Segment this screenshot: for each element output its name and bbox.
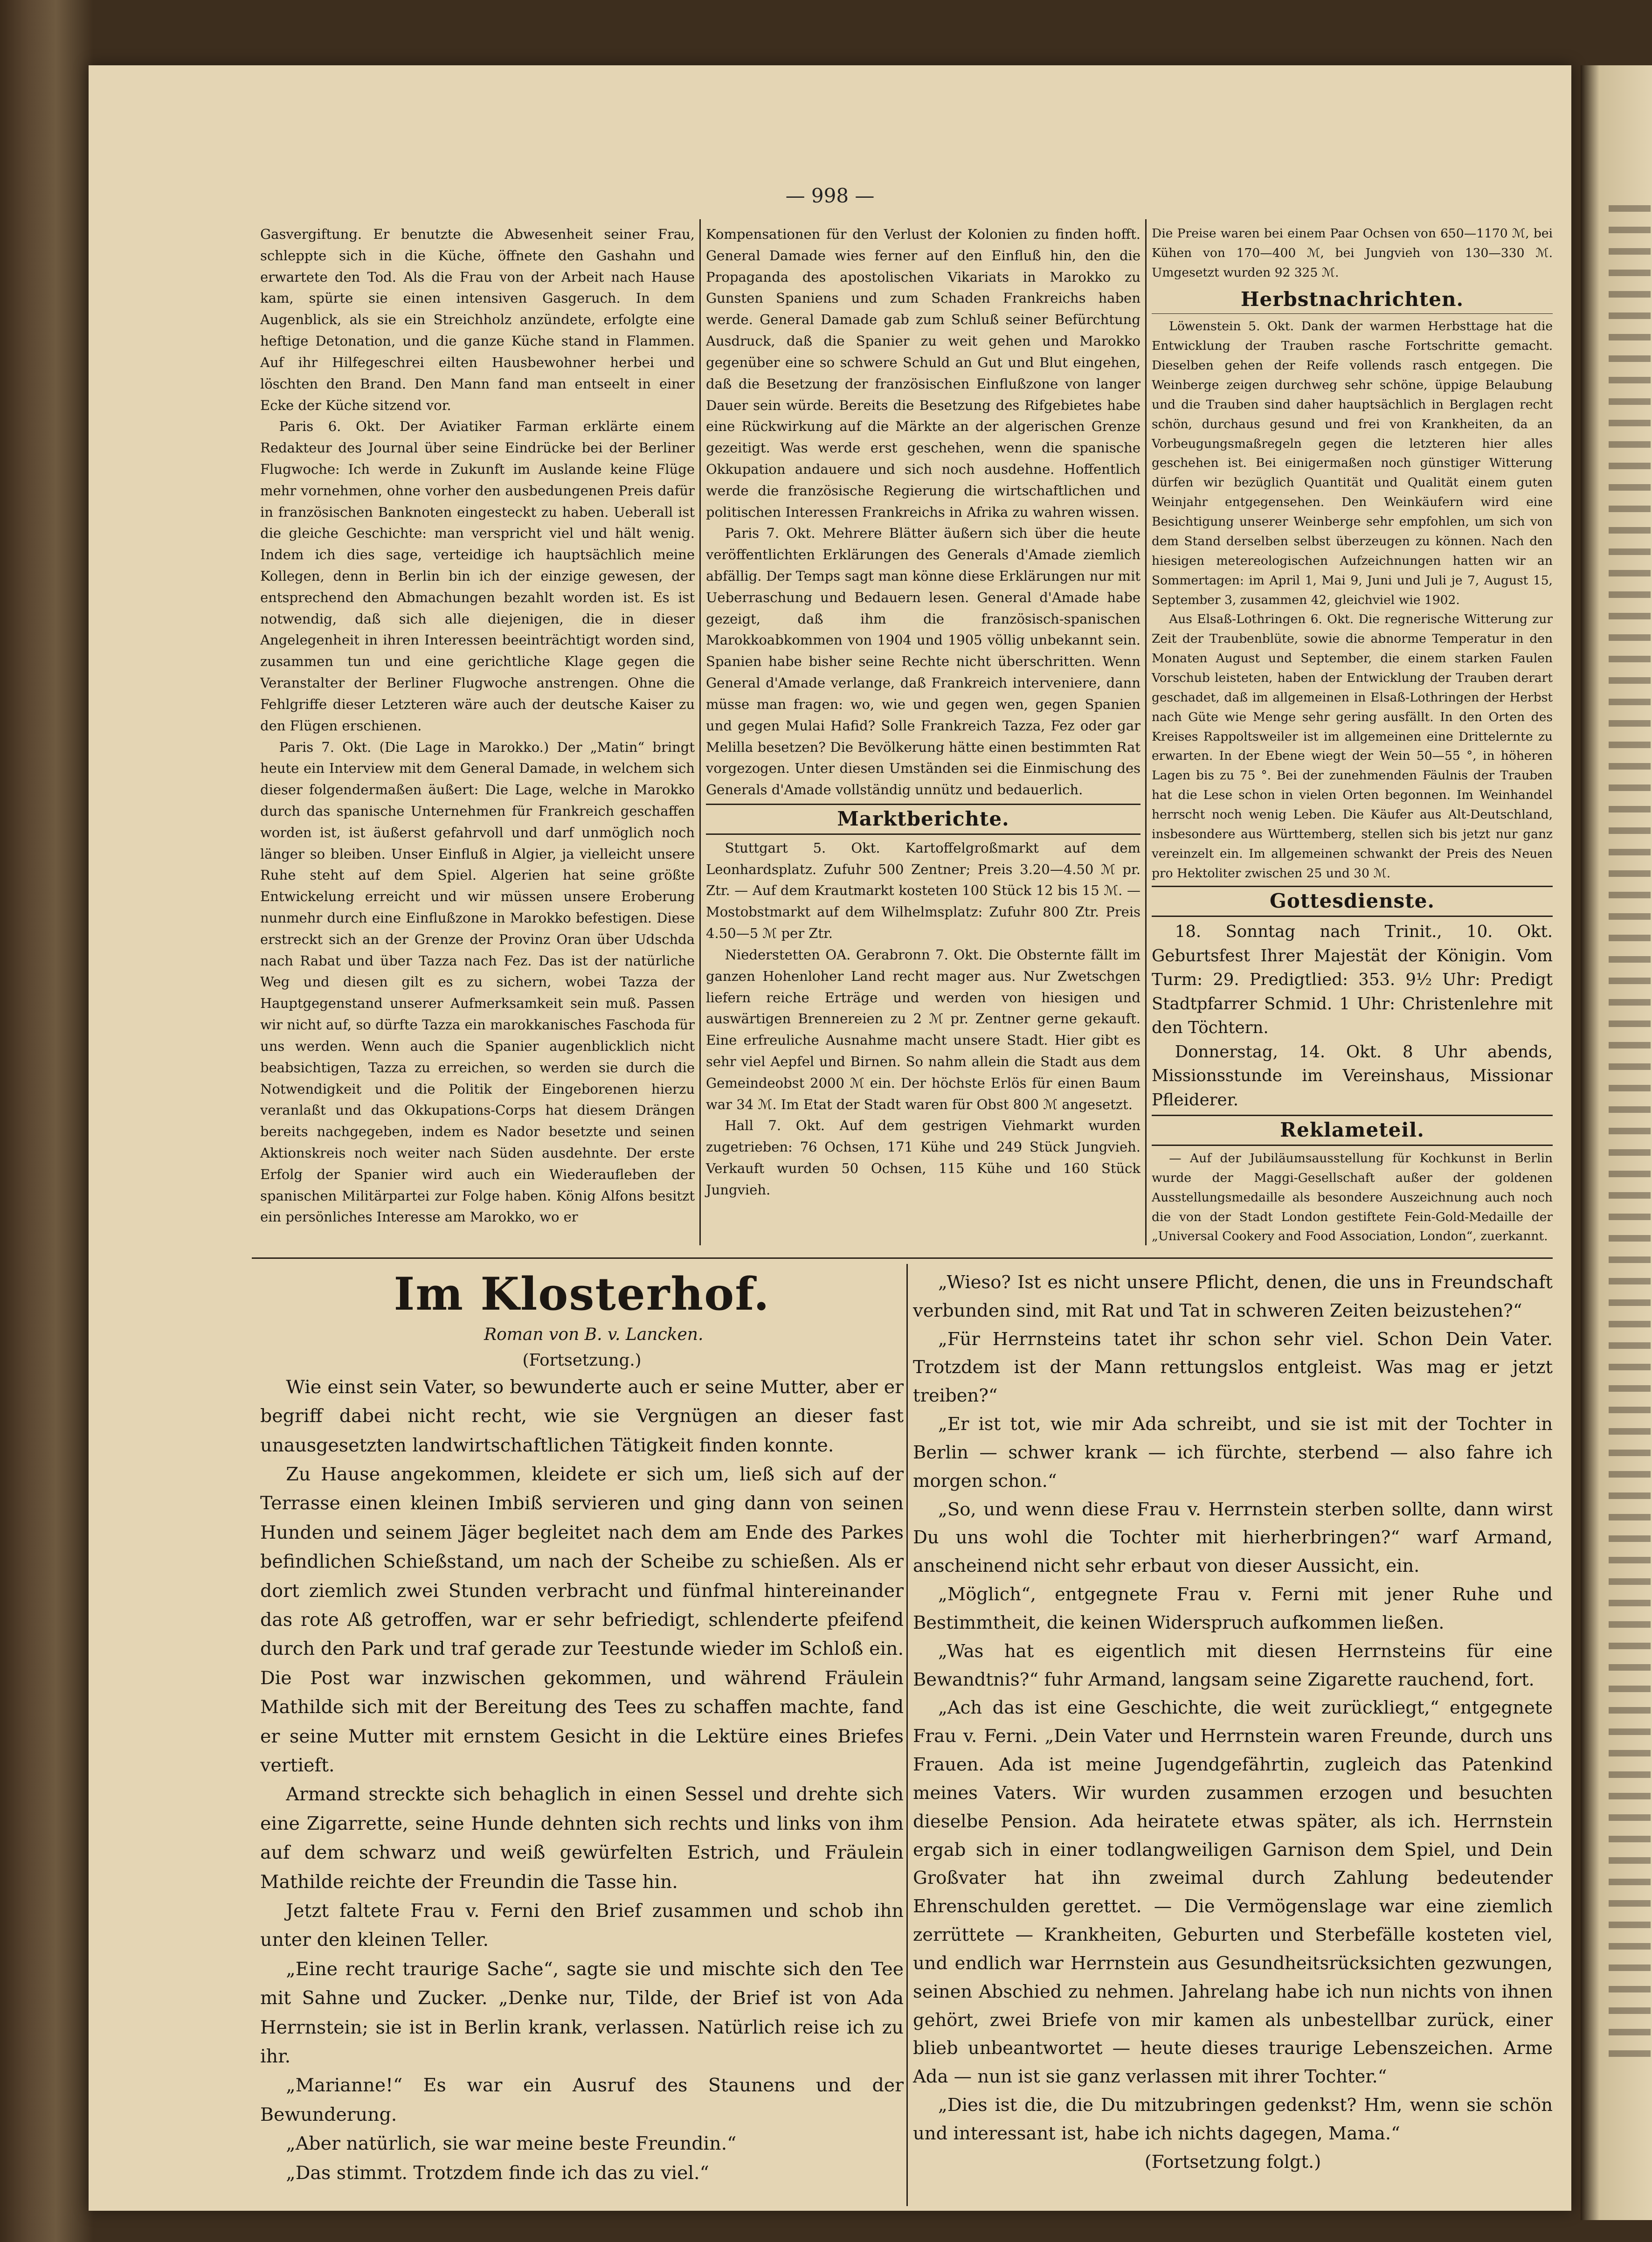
column-divider-1 <box>699 219 701 1245</box>
novel-paragraph: „Möglich“, entgegnete Frau v. Ferni mit jener Ruhe und Bestimmtheit, die keinen Widerspruch aufkommen ließen. <box>913 1584 1553 1633</box>
advert-maggi: — Auf der Jubiläumsausstellung für Kochkunst in Berlin wurde der Maggi-Gesellschaft außer der goldenen Ausstellungsmedaille als besondere Auszeichnung auch noch die von der Stadt London gestiftete Fein-Gold-Medaille der „Universal Cookery and Food Association, London“, zuerkannt. <box>1152 1151 1553 1244</box>
novel-continuation-note: (Fortsetzung.) <box>522 1351 642 1370</box>
novel-paragraph: „Eine recht traurige Sache“, sagte sie und mischte sich den Tee mit Sahne und Zucker. „Denke nur, Tilde, der Brief ist von Ada Herrnstein; sie ist in Berlin krank, verlassen. Natürlich reise ich zu ihr. <box>260 1958 904 2068</box>
service-sunday: 18. Sonntag nach Trinit., 10. Okt. Geburtsfest Ihrer Majestät der Königin. Vom Turm: 29. Predigtlied: 353. 9½ Uhr: Predigt Stadtpfarrer Schmid. 1 Uhr: Christenlehre mit den Töchtern. <box>1152 922 1553 1038</box>
market-niederstetten: Niederstetten OA. Gerabronn 7. Okt. Die Obsternte fällt im ganzen Hohenloher Land recht mager aus. Nur Zwetschgen liefern reiche Erträge und werden von hiesigen und auswärtigen Brennereien zu 2 ℳ pr. Zentner gerne gekauft. Eine erfreuliche Ausnahme macht unsere Stadt. Hier gibt es sehr viel Aepfel und Birnen. So nahm allein die Stadt aus dem Gemeindeobst 2000 ℳ ein. Der höchste Erlös für einen Baum war 34 ℳ. Im Etat der Stadt waren für Obst 800 ℳ angesetzt. <box>706 946 1141 1112</box>
novel-paragraph: „Was hat es eigentlich mit diesen Herrnsteins für eine Bewandtnis?“ fuhr Armand, langsam seine Zigarette rauchend, fort. <box>913 1640 1553 1690</box>
novel-paragraph: „Dies ist die, die Du mitzubringen gedenkst? Hm, wenn sie schön und interessant ist, habe ich nichts dagegen, Mama.“ <box>913 2095 1553 2144</box>
article-paris-blaetter: Paris 7. Okt. Mehrere Blätter äußern sich über die heute veröffentlichten Erklärungen des Generals d'Amade ziemlich abfällig. Der Temps sagt man könne diese Erklärungen nur mit Ueberraschung und Bedauern lesen. General d'Amade habe gezeigt, daß ihm die französisch-spanischen Marokkoabkommen von 1904 und 1905 völlig unbekannt sein. Spanien habe bisher seine Rechte nicht überschritten. Wenn General d'Amade verlange, daß Frankreich interveniere, dann müsse man fragen: wo, wie und gegen wen, gegen Spanien und gegen Mulai Hafid? Solle Frankreich Tazza, Fez oder gar Melilla besetzen? Die Bevölkerung hätte einen bestimmten Rat vorgezogen. Unter diesen Umständen sei die Einmischung des Generals d'Amade vollständig unnütz und bedauerlich. <box>706 525 1141 798</box>
novel-paragraph: Jetzt faltete Frau v. Ferni den Brief zusammen und schob ihn unter den kleinen Teller. <box>260 1900 904 1951</box>
column-3 <box>1152 224 1553 1246</box>
novel-paragraph: Zu Hause angekommen, kleidete er sich um, ließ sich auf der Terrasse einen kleinen Imbiß servieren und ging dann von seinen Hunden und seinem Jäger begleitet nach dem am Ende des Parkes befindlichen Schießstand, um nach der Scheibe zu schießen. Als er dort ziemlich zwei Stunden verbracht und fünfmal hintereinander das rote Aß getroffen, war er sehr befriedigt, schlenderte pfeifend durch den Park und traf gerade zur Teestunde wieder im Schloß ein. Die Post war inzwischen gekommen, und während Fräulein Mathilde sich mit der Bereitung des Tees zu schaffen machte, fand er seine Mutter mit ernstem Gesicht in die Lektüre eines Briefes vertieft. <box>260 1463 904 1777</box>
article-gasvergiftung: Gasvergiftung. Er benutzte die Abwesenheit seiner Frau, schleppte sich in die Küche, öffnete den Gashahn und erwartete den Tod. Als die Frau von der Arbeit nach Hause kam, spürte sie einen intensiven Gasgeruch. In dem Augenblick, als sie ein Streichholz anzündete, erfolgte eine heftige Detonation, und die ganze Küche stand in Flammen. Auf ihr Hilfegeschrei eilten Hausbewohner herbei und löschten den Brand. Den Mann fand man entseelt in einer Ecke der Küche sitzend vor. <box>260 226 695 413</box>
next-page-edge <box>1581 65 1652 2220</box>
section-heading-gottesdienste: Gottesdienste. <box>1152 886 1553 917</box>
novel-paragraph: „Für Herrnsteins tatet ihr schon sehr viel. Schon Dein Vater. Trotzdem ist der Mann rettungslos entgleist. Was mag er jetzt treiben?“ <box>913 1328 1553 1407</box>
market-hall: Hall 7. Okt. Auf dem gestrigen Viehmarkt wurden zugetrieben: 76 Ochsen, 171 Kühe und 249 Stück Jungvieh. Verkauft wurden 50 Ochsen, 115 Kühe und 160 Stück Jungvieh. <box>706 1118 1141 1198</box>
section-heading-herbstnachrichten: Herbstnachrichten. <box>1152 285 1553 314</box>
herbst-loewenstein: Löwenstein 5. Okt. Dank der warmen Herbsttage hat die Entwicklung der Trauben rasche Fortschritte gemacht. Dieselben gehen der Reife vollends rasch entgegen. Die Weinberge zeigen durchweg sehr schöne, üppige Belaubung und die Trauben sind daher hauptsächlich in Berglagen recht schön, durchaus gesund und frei von Krankheiten, da an Vorbeugungsmaßregeln gegen die letzteren hier alles geschehen ist. Bei einigermaßen noch günstiger Witterung dürfen wir bezüglich Quantität und Qualität einem guten Weinjahr entgegensehen. Den Weinkäufern wird eine Besichtigung unserer Weinberge sehr empfohlen, um sich von dem Stand derselben selbst überzeugen zu können. Nach den hiesigen metereologischen Aufzeichnungen hatten wir an Sommertagen: im April 1, Mai 9, Juni und Juli je 7, August 15, September 3, zusammen 42, gleichviel wie 1902. <box>1152 319 1553 607</box>
novel-to-be-continued: (Fortsetzung folgt.) <box>1144 2151 1321 2173</box>
article-paris-marokko: Paris 7. Okt. (Die Lage in Marokko.) Der „Matin“ bringt heute ein Interview mit dem General Damade, in welchem sich dieser folgendermaßen äußert: Die Lage, welche in Marokko durch das spanische Unternehmen für Frankreich geschaffen worden ist, ist äußerst gefahrvoll und darf unmöglich noch länger so bleiben. Unser Einfluß in Algier, ja vielleicht unsere Ruhe steht auf dem Spiel. Algerien hat seine größte Entwickelung erreicht und wir müssen unsere Eroberung nunmehr durch eine Einflußzone in Marokko befestigen. Diese erstreckt sich an der Grenze der Provinz Oran über Udschda nach Rabat und über Tazza nach Fez. Das ist der natürliche Weg und diesen gilt es zu sichern, wobei Tazza der Hauptgegenstand unserer Aufmerksamkeit sein muß. Passen wir nicht auf, so dürfte Tazza ein marokkanisches Faschoda für uns werden. Wenn auch die Spanier augenblicklich nicht beabsichtigen, Tazza zu erreichen, so werden sie durch die Notwendigkeit und die Politik der Eingeborenen hierzu veranlaßt und das Okkupations-Corps hat diesem Drängen bereits nachgegeben, indem es Nador besetzte und seinen Aktionskreis noch weiter nach Süden ausdehnte. Der erste Erfolg der Spanier wird auch ein Wiederaufleben der spanischen Militärpartei zur Folge haben. König Alfons besitzt ein persönliches Interesse am Marokko, wo er <box>260 739 695 1225</box>
section-heading-marktberichte: Marktberichte. <box>706 804 1141 835</box>
novel-paragraph: „Das stimmt. Trotzdem finde ich das zu viel.“ <box>286 2162 709 2184</box>
novel-paragraph: „So, und wenn diese Frau v. Herrnstein sterben sollte, dann wirst Du uns wohl die Tochter mit hierherbringen?“ warf Armand, anscheinend nicht sehr erbaut von dieser Aussicht, ein. <box>913 1499 1553 1577</box>
novel-paragraph: „Er ist tot, wie mir Ada schreibt, und sie ist mit der Tochter in Berlin — schwer krank — ich fürchte, sterbend — also fahre ich morgen schon.“ <box>913 1414 1553 1492</box>
novel-left-column <box>260 1269 904 2187</box>
novel-paragraph: Wie einst sein Vater, so bewunderte auch er seine Mutter, aber er begriff dabei nicht recht, wie sie Vergnügen an dieser fast unausgesetzten landwirtschaftlichen Tätigkeit finden konnte. <box>260 1376 904 1456</box>
herbst-elsass-lothringen: Aus Elsaß-Lothringen 6. Okt. Die regnerische Witterung zur Zeit der Traubenblüte, sowie die abnorme Temperatur in den Monaten August und September, die einem starken Faulen Vorschub leisteten, haben der Entwicklung der Trauben derart geschadet, daß im allgemeinen in Elsaß-Lothringen der Herbst nach Güte wie Menge sehr gering ausfällt. In den Orten des Kreises Rappoltsweiler ist im allgemeinen eine Drittelernte zu erwarten. In der Ebene wiegt der Wein 50—55 °, in höheren Lagen bis zu 75 °. Bei der zunehmenden Fäulnis der Trauben hat die Lese schon in vielen Orten begonnen. Im Weinhandel herrscht noch wenig Leben. Die Käufer aus Alt-Deutschland, insbesondere aus Württemberg, stellen sich bis jetzt nur ganz vereinzelt ein. Im allgemeinen schwankt der Preis des Neuen pro Hektoliter zwischen 25 und 30 ℳ. <box>1152 612 1553 881</box>
newspaper-page <box>89 65 1571 2211</box>
novel-paragraph: „Marianne!“ Es war ein Ausruf des Staunens und der Bewunderung. <box>260 2075 904 2125</box>
column-divider-2 <box>1145 219 1147 1245</box>
market-hall-prices: Die Preise waren bei einem Paar Ochsen von 650—1170 ℳ, bei Kühen von 170—400 ℳ, bei Jungvieh von 130—330 ℳ. Umgesetzt wurden 92 325 ℳ. <box>1152 226 1553 280</box>
column-1 <box>260 224 695 1228</box>
novel-paragraph: „Aber natürlich, sie war meine beste Freundin.“ <box>286 2133 737 2155</box>
novel-column-divider <box>906 1264 908 2206</box>
feuilleton-divider <box>252 1257 1553 1259</box>
article-paris-farman: Paris 6. Okt. Der Aviatiker Farman erklärte einem Redakteur des Journal über seine Eindrücke bei der Berliner Flugwoche: Ich werde in Zukunft im Auslande keine Flüge mehr vornehmen, ohne vorher den ausbedungenen Preis dafür in französischen Banknoten eingesteckt zu haben. Ueberall ist die gleiche Geschichte: man verspricht viel und hält wenig. Indem ich dies sage, verteidige ich hauptsächlich meine Kollegen, denn in Berlin bin ich der einzige gewesen, der entsprechend den Abmachungen bezahlt worden ist. Es ist notwendig, daß sich alle diejenigen, die in dieser Angelegenheit in ihren Interessen beeinträchtigt worden sind, zusammen tun und eine gerichtliche Klage gegen die Veranstalter der Berliner Flugwoche anstrengen. Ohne die Fehlgriffe dieser Letzteren wäre auch der deutsche Kaiser zu den Flügen erschienen. <box>260 418 695 734</box>
novel-right-column <box>913 1269 1553 2177</box>
novel-paragraph: „Wieso? Ist es nicht unsere Pflicht, denen, die uns in Freundschaft verbunden sind, mit Rat und Tat in schweren Zeiten beizustehen?“ <box>913 1272 1553 1321</box>
page-number: — 998 — <box>785 184 875 207</box>
article-marokko-continued: Kompensationen für den Verlust der Kolonien zu finden hofft. General Damade wies ferner auf den Einfluß hin, den die Propaganda des apostolischen Vikariats in Marokko zu Gunsten Spaniens und zum Schaden Frankreichs haben werde. General Damade gab zum Schluß seiner Befürchtung Ausdruck, daß die Spanier zu weit gehen und Marokko gegenüber eine so schwere Schuld an Gut und Blut eingehen, daß die Besetzung der französischen Einflußzone von langer Dauer sein würde. Bereits die Besetzung des Rifgebietes habe eine Rückwirkung auf die Märkte an der algerischen Grenze gezeitigt. Was werde erst geschehen, wenn die spanische Okkupation andauere und sich noch ausdehne. Hoffentlich werde die französische Regierung die wirtschaftlichen und politischen Interessen Frankreichs in Afrika zu wahren wissen. <box>706 226 1141 520</box>
novel-byline: Roman von B. v. Lancken. <box>484 1325 704 1345</box>
novel-paragraph: Armand streckte sich behaglich in einen Sessel und drehte sich eine Zigarrette, seine Hunde dehnten sich rechts und links von ihm auf dem schwarz und weiß gewürfelten Estrich, und Fräulein Mathilde reichte der Freundin die Tasse hin. <box>260 1784 904 1893</box>
service-thursday: Donnerstag, 14. Okt. 8 Uhr abends, Missionsstunde im Vereinshaus, Missionar Pfleiderer. <box>1152 1042 1553 1110</box>
novel-title: Im Klosterhof. <box>394 1268 770 1320</box>
section-heading-reklameteil: Reklameteil. <box>1152 1115 1553 1146</box>
column-2 <box>706 224 1141 1201</box>
novel-paragraph: „Ach das ist eine Geschichte, die weit zurückliegt,“ entgegnete Frau v. Ferni. „Dein Vater und Herrnstein waren Freunde, durch uns Frauen. Ada ist meine Jugendgefährtin, zugleich das Patenkind meines Vaters. Wir wurden zusammen erzogen und besuchten dieselbe Pension. Ada heiratete etwas später, als ich. Herrnstein ergab sich in einer todlangweiligen Garnison dem Spiel, und Dein Großvater hat ihn zweimal durch Zahlung bedeutender Ehrenschulden gerettet. — Die Vermögenslage war eine ziemlich zerrüttete — Krankheiten, Geburten und Sterbefälle kosteten viel, und endlich war Herrnstein aus Gesundheitsrücksichten gezwungen, seinen Abschied zu nehmen. Jahrelang habe ich nun nichts von ihnen gehört, zwei Briefe von mir kamen als unbestellbar zurück, einer blieb unbeantwortet — heute dieses traurige Lebenszeichen. Arme Ada — nun ist sie ganz verlassen mit ihrer Tochter.“ <box>913 1697 1553 2088</box>
market-stuttgart: Stuttgart 5. Okt. Kartoffelgroßmarkt auf dem Leonhardsplatz. Zufuhr 500 Zentner; Preis 3.20—4.50 ℳ pr. Ztr. — Auf dem Krautmarkt kosteten 100 Stück 12 bis 15 ℳ. — Mostobstmarkt auf dem Wilhelmsplatz: Zufuhr 800 Ztr. Preis 4.50—5 ℳ per Ztr. <box>706 840 1141 942</box>
